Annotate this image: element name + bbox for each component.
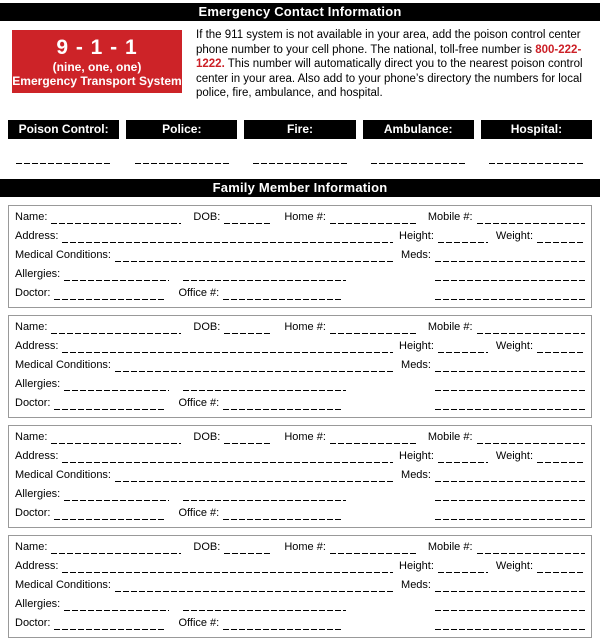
dob-field-line[interactable] [224, 542, 272, 554]
member-row-identity [15, 211, 585, 224]
doctor-label: Doctor: [15, 616, 51, 629]
emergency-header-title: Emergency Contact Information [198, 4, 402, 19]
member-row-address [15, 230, 585, 243]
name-field-line[interactable] [51, 432, 181, 444]
member-row-address [15, 450, 585, 463]
address-field-line[interactable] [62, 341, 393, 353]
contact-label-box [8, 120, 119, 139]
contact-lines-row [8, 156, 592, 164]
medical-conditions-label: Medical Conditions: [15, 358, 111, 371]
office-phone-label: Office #: [178, 396, 220, 409]
weight-label: Weight: [495, 449, 533, 462]
contact-label: Hospital: [510, 121, 563, 136]
office-phone-field-line[interactable] [223, 508, 341, 520]
contact-phone-field-line[interactable] [135, 156, 230, 164]
address-label: Address: [15, 559, 59, 572]
weight-field-line[interactable] [537, 451, 585, 463]
intro-text-after: This number will automatically direct you to the nearest poison control center in your area. Also add to your phone’s directory the numbers for local police, fire, ambulance, and hospital. [196, 58, 583, 100]
meds-continuation-line-2[interactable] [435, 508, 585, 520]
member-row-address [15, 560, 585, 573]
contact-line-cell [363, 156, 474, 164]
medical-conditions-field-line[interactable] [115, 470, 395, 482]
family-section-title: Family Member Information [212, 179, 388, 195]
height-field-line[interactable] [438, 561, 488, 573]
poison-control-phone-number: 800-222-1222. [196, 43, 582, 71]
911-system-label: Emergency Transport System [12, 74, 182, 88]
allergies-continuation-line[interactable] [183, 489, 346, 501]
mobile-phone-label: Mobile #: [427, 210, 473, 223]
home-phone-label: Home #: [284, 320, 326, 333]
name-label: Name: [15, 430, 48, 443]
dob-field-line[interactable] [224, 212, 272, 224]
weight-label: Weight: [495, 229, 533, 242]
contact-label: Poison Control: [18, 121, 109, 136]
dob-label: DOB: [193, 430, 221, 443]
height-label: Height: [399, 559, 434, 572]
doctor-field-line[interactable] [54, 398, 166, 410]
address-label: Address: [15, 339, 59, 352]
medical-conditions-label: Medical Conditions: [15, 468, 111, 481]
meds-label: Meds: [401, 358, 431, 371]
meds-label: Meds: [401, 578, 431, 591]
allergies-label: Allergies: [15, 267, 61, 280]
address-field-line[interactable] [62, 451, 393, 463]
member-row-doctor [15, 397, 585, 410]
office-phone-field-line[interactable] [223, 618, 341, 630]
contact-label-box [481, 120, 592, 139]
doctor-label: Doctor: [15, 286, 51, 299]
member-row-medical [15, 249, 585, 262]
address-label: Address: [15, 229, 59, 242]
name-label: Name: [15, 320, 48, 333]
member-row-allergies [15, 268, 585, 281]
home-phone-label: Home #: [284, 540, 326, 553]
family-member-block [8, 425, 592, 528]
dob-field-line[interactable] [224, 322, 272, 334]
contact-labels-row [8, 120, 592, 139]
height-field-line[interactable] [438, 451, 488, 463]
mobile-phone-label: Mobile #: [427, 430, 473, 443]
member-row-allergies [15, 598, 585, 611]
height-label: Height: [399, 449, 434, 462]
height-label: Height: [399, 339, 434, 352]
member-row-allergies [15, 488, 585, 501]
office-phone-field-line[interactable] [223, 398, 341, 410]
allergies-continuation-line[interactable] [183, 379, 346, 391]
contact-line-cell [481, 156, 592, 164]
weight-field-line[interactable] [537, 341, 585, 353]
meds-field-line[interactable] [435, 250, 585, 262]
family-members [8, 205, 592, 638]
meds-continuation-line-2[interactable] [435, 398, 585, 410]
meds-continuation-line-1[interactable] [435, 379, 585, 391]
allergies-label: Allergies: [15, 487, 61, 500]
contact-phone-field-line[interactable] [16, 156, 111, 164]
office-phone-label: Office #: [178, 286, 220, 299]
meds-continuation-line-2[interactable] [435, 618, 585, 630]
name-field-line[interactable] [51, 212, 181, 224]
meds-continuation-line-2[interactable] [435, 288, 585, 300]
home-phone-label: Home #: [284, 210, 326, 223]
contact-label: Police: [162, 121, 202, 136]
contact-line-cell [244, 156, 355, 164]
office-phone-label: Office #: [178, 506, 220, 519]
dob-label: DOB: [193, 540, 221, 553]
allergies-continuation-line[interactable] [183, 269, 346, 281]
medical-conditions-label: Medical Conditions: [15, 578, 111, 591]
family-member-block [8, 205, 592, 308]
contact-line-cell [126, 156, 237, 164]
medical-conditions-field-line[interactable] [115, 250, 395, 262]
meds-label: Meds: [401, 248, 431, 261]
name-field-line[interactable] [51, 542, 181, 554]
member-row-medical [15, 469, 585, 482]
doctor-field-line[interactable] [54, 508, 166, 520]
allergies-field-line[interactable] [64, 489, 169, 501]
intro-section [12, 30, 590, 101]
contact-label-box [126, 120, 237, 139]
emergency-911-box [12, 30, 182, 93]
medical-conditions-field-line[interactable] [115, 360, 395, 372]
meds-field-line[interactable] [435, 580, 585, 592]
doctor-label: Doctor: [15, 506, 51, 519]
mobile-phone-field-line[interactable] [477, 212, 585, 224]
office-phone-label: Office #: [178, 616, 220, 629]
contact-label-box [363, 120, 474, 139]
member-row-doctor [15, 287, 585, 300]
dob-label: DOB: [193, 210, 221, 223]
home-phone-field-line[interactable] [330, 432, 416, 444]
contact-label: Ambulance: [383, 121, 453, 136]
dob-field-line[interactable] [224, 432, 272, 444]
dob-label: DOB: [193, 320, 221, 333]
height-label: Height: [399, 229, 434, 242]
poison-control-instructions [196, 28, 590, 101]
911-number: 9 - 1 - 1 [56, 36, 138, 59]
family-member-block [8, 315, 592, 418]
allergies-field-line[interactable] [64, 379, 169, 391]
meds-continuation-line-1[interactable] [435, 489, 585, 501]
911-phonetic: (nine, one, one) [52, 60, 142, 74]
doctor-field-line[interactable] [54, 618, 166, 630]
member-row-identity [15, 431, 585, 444]
height-field-line[interactable] [438, 231, 488, 243]
weight-field-line[interactable] [537, 561, 585, 573]
contact-label: Fire: [287, 121, 314, 136]
family-section-bar [0, 179, 600, 197]
mobile-phone-label: Mobile #: [427, 540, 473, 553]
member-row-doctor [15, 617, 585, 630]
meds-field-line[interactable] [435, 470, 585, 482]
contact-line-cell [8, 156, 119, 164]
allergies-label: Allergies: [15, 597, 61, 610]
doctor-label: Doctor: [15, 396, 51, 409]
allergies-continuation-line[interactable] [183, 599, 346, 611]
mobile-phone-field-line[interactable] [477, 322, 585, 334]
member-row-identity [15, 321, 585, 334]
contact-phone-field-line[interactable] [253, 156, 348, 164]
weight-label: Weight: [495, 559, 533, 572]
meds-continuation-line-1[interactable] [435, 599, 585, 611]
home-phone-field-line[interactable] [330, 542, 416, 554]
contact-label-box [244, 120, 355, 139]
member-row-doctor [15, 507, 585, 520]
address-field-line[interactable] [62, 231, 393, 243]
doctor-field-line[interactable] [54, 288, 166, 300]
allergies-field-line[interactable] [64, 269, 169, 281]
allergies-field-line[interactable] [64, 599, 169, 611]
member-row-address [15, 340, 585, 353]
mobile-phone-field-line[interactable] [477, 432, 585, 444]
meds-continuation-line-1[interactable] [435, 269, 585, 281]
address-label: Address: [15, 449, 59, 462]
name-label: Name: [15, 540, 48, 553]
mobile-phone-label: Mobile #: [427, 320, 473, 333]
medical-conditions-label: Medical Conditions: [15, 248, 111, 261]
allergies-label: Allergies: [15, 377, 61, 390]
address-field-line[interactable] [62, 561, 393, 573]
mobile-phone-field-line[interactable] [477, 542, 585, 554]
medical-conditions-field-line[interactable] [115, 580, 395, 592]
emergency-header-bar [0, 3, 600, 21]
name-field-line[interactable] [51, 322, 181, 334]
meds-label: Meds: [401, 468, 431, 481]
office-phone-field-line[interactable] [223, 288, 341, 300]
home-phone-field-line[interactable] [330, 212, 416, 224]
member-row-medical [15, 359, 585, 372]
home-phone-field-line[interactable] [330, 322, 416, 334]
contact-phone-field-line[interactable] [371, 156, 466, 164]
meds-field-line[interactable] [435, 360, 585, 372]
member-row-medical [15, 579, 585, 592]
weight-field-line[interactable] [537, 231, 585, 243]
member-row-identity [15, 541, 585, 554]
contact-phone-field-line[interactable] [489, 156, 584, 164]
member-row-allergies [15, 378, 585, 391]
intro-text-before: If the 911 system is not available in your area, add the poison control center phone number to your cell phone. The national, toll-free number is [196, 29, 581, 56]
height-field-line[interactable] [438, 341, 488, 353]
weight-label: Weight: [495, 339, 533, 352]
home-phone-label: Home #: [284, 430, 326, 443]
name-label: Name: [15, 210, 48, 223]
